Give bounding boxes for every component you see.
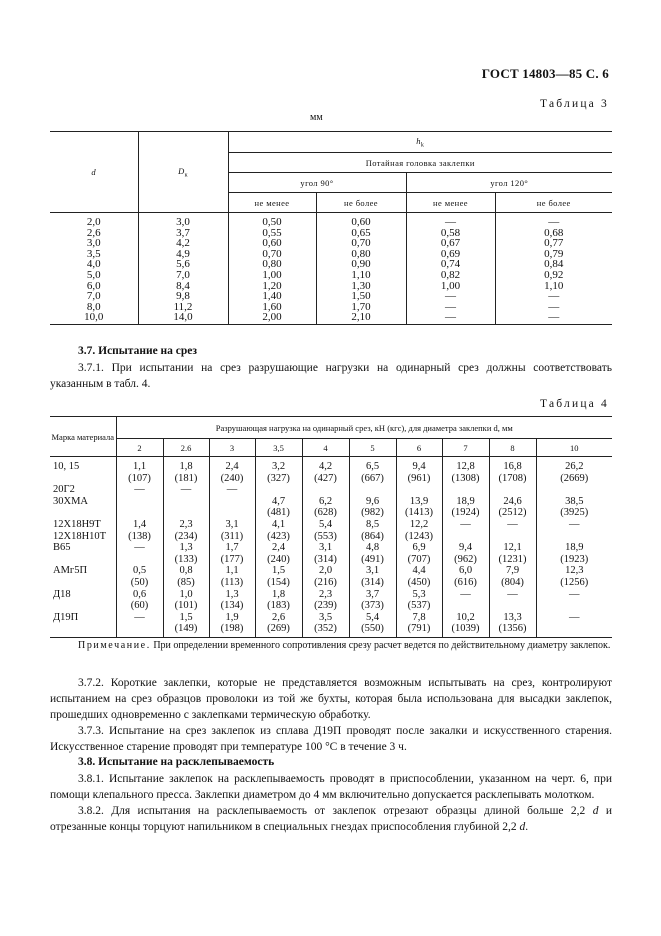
table-cell: 9,8 (138, 291, 228, 302)
load-cell: 6,0 (616) (442, 565, 489, 588)
table-cell: 3,0 (138, 213, 228, 228)
load-cell: 4,2 (427) (302, 457, 349, 485)
table-4 (50, 416, 612, 638)
load-cell: 1,3 (133) (163, 542, 209, 565)
table-cell: 4,2 (138, 238, 228, 249)
table-cell: 7,0 (138, 270, 228, 281)
table-row (50, 612, 612, 638)
table4-caption: Таблица 4 (540, 398, 609, 410)
table-row (50, 213, 612, 228)
table-cell: 0,55 (228, 228, 316, 239)
load-cell: — (116, 612, 163, 638)
load-cell: — (536, 612, 612, 638)
load-cell: 6,9 (707) (396, 542, 442, 565)
material-cell: АМг5П (50, 565, 116, 588)
table-cell: 1,10 (316, 270, 406, 281)
load-cell: 2,4 (240) (209, 457, 255, 485)
load-cell: 0,6 (60) (116, 589, 163, 612)
load-cell: 12,3 (1256) (536, 565, 612, 588)
min-header: не менее (406, 193, 495, 213)
load-cell: 2,3 (234) (163, 519, 209, 542)
max-header: не более (495, 193, 612, 213)
load-cell: 0,8 (85) (163, 565, 209, 588)
table-row (50, 249, 612, 260)
table-cell: 0,60 (228, 238, 316, 249)
load-cell: 1,1 (107) (116, 457, 163, 485)
table-cell: 3,7 (138, 228, 228, 239)
load-cell: 13,9 (1413) (396, 484, 442, 519)
table-row (50, 281, 612, 292)
load-cell: — (116, 484, 163, 519)
section-3-7-heading: 3.7. Испытание на срез (78, 345, 198, 357)
load-cell: 7,8 (791) (396, 612, 442, 638)
load-cell: — (442, 589, 489, 612)
load-cell: — (163, 484, 209, 519)
load-cell: 6,2 (628) (302, 484, 349, 519)
load-cell: 18,9 (1924) (442, 484, 489, 519)
table-row (50, 589, 612, 612)
load-cell: 12,2 (1243) (396, 519, 442, 542)
table-cell: — (406, 302, 495, 313)
table-row (50, 542, 612, 565)
table-cell: 3,5 (50, 249, 138, 260)
load-cell: 1,0 (101) (163, 589, 209, 612)
diameter-header: 8 (489, 439, 536, 457)
load-cell: — (536, 589, 612, 612)
load-cell: 9,4 (961) (396, 457, 442, 485)
table-row (50, 238, 612, 249)
table-row (50, 565, 612, 588)
load-cell: 13,3 (1356) (489, 612, 536, 638)
material-cell: 10, 15 (50, 457, 116, 485)
load-cell: — (536, 519, 612, 542)
table-cell: 3,0 (50, 238, 138, 249)
table-cell: 0,74 (406, 259, 495, 270)
load-cell: 4,7 (481) (255, 484, 302, 519)
load-cell: 3,2 (327) (255, 457, 302, 485)
table-cell: 0,67 (406, 238, 495, 249)
load-cell: 9,4 (962) (442, 542, 489, 565)
diameter-header: 6 (396, 439, 442, 457)
table-cell: 7,0 (50, 291, 138, 302)
table-cell: 14,0 (138, 312, 228, 324)
load-cell: 3,5 (352) (302, 612, 349, 638)
load-cell: 4,4 (450) (396, 565, 442, 588)
load-cell: — (489, 589, 536, 612)
table3-unit: мм (310, 112, 323, 123)
load-cell: — (442, 519, 489, 542)
table-cell: — (406, 312, 495, 324)
table-cell: 8,0 (50, 302, 138, 313)
load-cell: 16,8 (1708) (489, 457, 536, 485)
load-cell: 38,5 (3925) (536, 484, 612, 519)
load-cell: 26,2 (2669) (536, 457, 612, 485)
table-cell: — (495, 291, 612, 302)
table-cell: 2,10 (316, 312, 406, 324)
section-3-8-heading: 3.8. Испытание на расклепываемость (78, 756, 275, 768)
load-cell: 10,2 (1039) (442, 612, 489, 638)
load-cell: 1,8 (183) (255, 589, 302, 612)
diameter-header: 4 (302, 439, 349, 457)
table-cell: 1,60 (228, 302, 316, 313)
diameter-header: 7 (442, 439, 489, 457)
table-row (50, 312, 612, 324)
load-cell: 18,9 (1923) (536, 542, 612, 565)
paragraph-3-7-1: 3.7.1. При испытании на срез разрушающие нагрузки на одинарный срез должны соответствовать указанным в табл. 4. (50, 362, 612, 390)
load-cell: 2,6 (269) (255, 612, 302, 638)
diameter-header: 3,5 (255, 439, 302, 457)
table-cell: 2,6 (50, 228, 138, 239)
load-cell: 3,1 (311) (209, 519, 255, 542)
diameter-header: 5 (349, 439, 396, 457)
table-row (50, 228, 612, 239)
table-cell: — (495, 302, 612, 313)
paragraph-3-8-2: 3.8.2. Для испытания на расклепываемость от заклепок отрезают образцы длиной больше 2,2 d и отрезанные концы торцуют напильником в специальных гнездах приспособления глубиной 2,2 d. (50, 805, 613, 833)
angle120-header: угол 120° (406, 173, 612, 193)
table-cell: 4,9 (138, 249, 228, 260)
table-row (50, 259, 612, 270)
material-cell: Д19П (50, 612, 116, 638)
col-dk-header: $D_к$ (138, 132, 228, 213)
col-hk-header: $h_k$ (228, 132, 612, 153)
min-header: не менее (228, 193, 316, 213)
load-cell: 12,8 (1308) (442, 457, 489, 485)
load-cell: 24,6 (2512) (489, 484, 536, 519)
material-cell: 12Х18Н9Т 12Х18Н10Т (50, 519, 116, 542)
load-cell: 6,5 (667) (349, 457, 396, 485)
table-cell: 0,65 (316, 228, 406, 239)
load-cell: 2,0 (216) (302, 565, 349, 588)
table-cell: 0,80 (316, 249, 406, 260)
table-cell: 0,60 (316, 213, 406, 228)
load-cell: 4,1 (423) (255, 519, 302, 542)
load-cell: 4,8 (491) (349, 542, 396, 565)
load-cell: 2,3 (239) (302, 589, 349, 612)
table-row (50, 302, 612, 313)
table-cell: 0,92 (495, 270, 612, 281)
load-group-header: Разрушающая нагрузка на одинарный срез, кН (кгс), для диаметра заклепки d, мм (116, 417, 612, 439)
load-cell: — (116, 542, 163, 565)
angle90-header: угол 90° (228, 173, 406, 193)
table-cell: 11,2 (138, 302, 228, 313)
table-row (50, 519, 612, 542)
table-cell: 1,50 (316, 291, 406, 302)
table-cell: 5,6 (138, 259, 228, 270)
table-cell: 0,58 (406, 228, 495, 239)
table-cell: 0,70 (228, 249, 316, 260)
table-cell: 0,82 (406, 270, 495, 281)
table-cell: 10,0 (50, 312, 138, 324)
load-cell: 5,3 (537) (396, 589, 442, 612)
table-cell: 4,0 (50, 259, 138, 270)
table-cell: 0,50 (228, 213, 316, 228)
table-cell: 0,68 (495, 228, 612, 239)
load-cell: 8,5 (864) (349, 519, 396, 542)
diameter-header: 3 (209, 439, 255, 457)
table-cell: 1,40 (228, 291, 316, 302)
paragraph-3-7-3: 3.7.3. Испытание на срез заклепок из сплава Д19П проводят после закалки и искусственного старения. Искусственное старение проводят при температуре 100 °С в течение 3 ч. (50, 725, 612, 753)
table-cell: 5,0 (50, 270, 138, 281)
table-cell: 0,79 (495, 249, 612, 260)
paragraph-3-7-2: 3.7.2. Короткие заклепки, которые не представляется возможным испытывать на срез, контролируют испытанием на срез образцов проволоки из той же бухты, которая была использована для высадки заклепок, прошедших одновременно с заклепками термическую обработку. (50, 677, 612, 721)
load-cell: 5,4 (553) (302, 519, 349, 542)
table-cell: 2,0 (50, 213, 138, 228)
diameter-header: 10 (536, 439, 612, 457)
table-cell: — (406, 213, 495, 228)
load-cell: 12,1 (1231) (489, 542, 536, 565)
load-cell: — (489, 519, 536, 542)
table-cell: 0,69 (406, 249, 495, 260)
table-cell: — (495, 213, 612, 228)
material-cell: В65 (50, 542, 116, 565)
table-cell: 1,00 (228, 270, 316, 281)
load-cell: 3,1 (314) (302, 542, 349, 565)
table-row (50, 484, 612, 519)
load-cell: 1,7 (177) (209, 542, 255, 565)
load-cell: 5,4 (550) (349, 612, 396, 638)
table4-note: Примечание. При определении временного сопротивления срезу расчет ведется по действительному диаметру заклепок. (78, 640, 611, 651)
load-cell: — (209, 484, 255, 519)
load-cell: 1,8 (181) (163, 457, 209, 485)
table-cell: 0,77 (495, 238, 612, 249)
load-cell: 2,4 (240) (255, 542, 302, 565)
col-material-header: Марка материала (50, 417, 116, 457)
table-cell: 0,90 (316, 259, 406, 270)
load-cell: 9,6 (982) (349, 484, 396, 519)
table-cell: 8,4 (138, 281, 228, 292)
diameter-header: 2.6 (163, 439, 209, 457)
table-cell: 1,20 (228, 281, 316, 292)
load-cell: 3,7 (373) (349, 589, 396, 612)
load-cell: 0,5 (50) (116, 565, 163, 588)
table-cell: 1,30 (316, 281, 406, 292)
load-cell: 1,9 (198) (209, 612, 255, 638)
table-cell: 0,70 (316, 238, 406, 249)
table-3 (50, 131, 612, 325)
diameter-header: 2 (116, 439, 163, 457)
table-cell: — (495, 312, 612, 324)
material-cell: Д18 (50, 589, 116, 612)
table-row (50, 270, 612, 281)
load-cell: 1,3 (134) (209, 589, 255, 612)
table-row (50, 457, 612, 485)
load-cell: 1,5 (154) (255, 565, 302, 588)
table-cell: 1,10 (495, 281, 612, 292)
table3-caption: Таблица 3 (540, 98, 609, 110)
table-cell: 1,00 (406, 281, 495, 292)
group-header: Потайная головка заклепки (228, 153, 612, 173)
table-cell: 0,84 (495, 259, 612, 270)
page-header: ГОСТ 14803—85 С. 6 (481, 66, 609, 81)
load-cell: 7,9 (804) (489, 565, 536, 588)
load-cell: 3,1 (314) (349, 565, 396, 588)
material-cell: 20Г2 30ХМА (50, 484, 116, 519)
table-cell: — (406, 291, 495, 302)
paragraph-3-8-1: 3.8.1. Испытание заклепок на расклепываемость проводят в приспособлении, указанном на черт. 6, при помощи клепального пресса. Заклепки диаметром до 4 мм включительно допускается расклепывать молотком. (50, 773, 612, 801)
load-cell: 1,1 (113) (209, 565, 255, 588)
max-header: не более (316, 193, 406, 213)
table-cell: 1,70 (316, 302, 406, 313)
table-cell: 0,80 (228, 259, 316, 270)
load-cell: 1,5 (149) (163, 612, 209, 638)
table-row (50, 291, 612, 302)
table-cell: 6,0 (50, 281, 138, 292)
col-d-header: d (50, 132, 138, 213)
load-cell: 1,4 (138) (116, 519, 163, 542)
table-cell: 2,00 (228, 312, 316, 324)
